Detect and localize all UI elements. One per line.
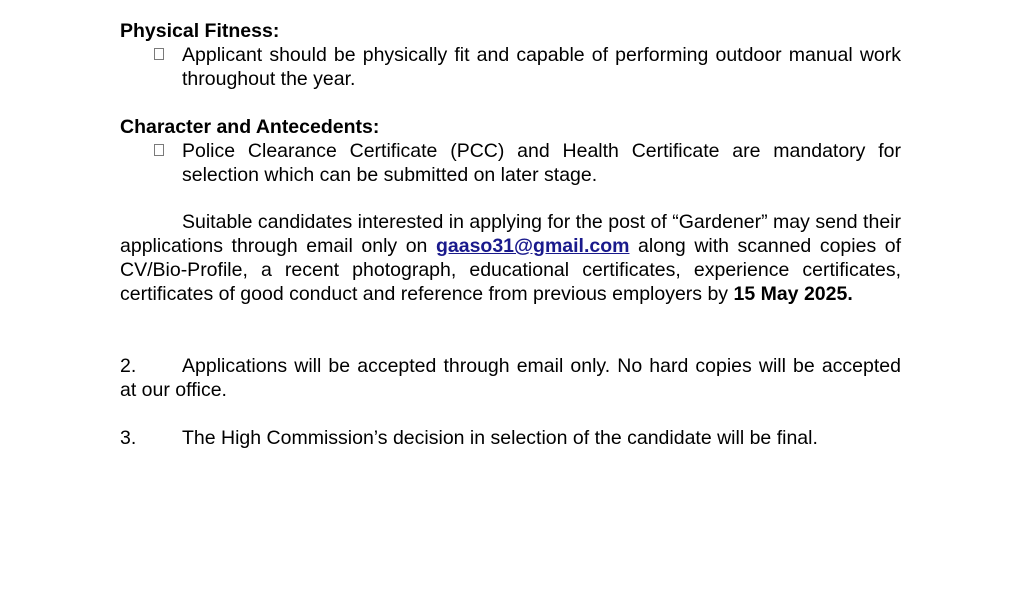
bullet-box-icon xyxy=(154,48,164,60)
numbered-item-3 xyxy=(120,426,901,450)
application-deadline: 15 May 2025. xyxy=(733,283,853,305)
character-section xyxy=(120,115,901,187)
application-text-after-email: along with scanned copies of CV/Bio-Profile, a recent photograph, educational certificates, experience certificates, certificates of good conduct and reference from previous employers by xyxy=(120,235,902,305)
character-bullet xyxy=(120,139,901,187)
item-text: The High Commission’s decision in selection of the candidate will be final. xyxy=(182,427,818,449)
character-heading: Character and Antecedents: xyxy=(120,116,380,138)
application-paragraph xyxy=(120,210,901,306)
item-text: Applications will be accepted through email only. No hard copies will be accepted at our office. xyxy=(120,355,901,401)
application-text-before-email: Suitable candidates interested in applying for the post of “Gardener” may send their applications through email only on xyxy=(120,211,901,257)
physical-fitness-bullet-text: Applicant should be physically fit and capable of performing outdoor manual work throughout the year. xyxy=(182,44,901,90)
email-link[interactable]: gaaso31@gmail.com xyxy=(435,235,630,257)
physical-fitness-bullet xyxy=(120,43,901,91)
physical-fitness-section xyxy=(120,19,901,91)
item-number: 3. xyxy=(120,427,137,449)
character-bullet-text: Police Clearance Certificate (PCC) and Health Certificate are mandatory for selection which can be submitted on later stage. xyxy=(182,140,901,186)
physical-fitness-heading: Physical Fitness: xyxy=(120,20,280,42)
numbered-item-2 xyxy=(120,354,901,402)
item-number: 2. xyxy=(120,355,137,377)
bullet-box-icon xyxy=(154,144,164,156)
